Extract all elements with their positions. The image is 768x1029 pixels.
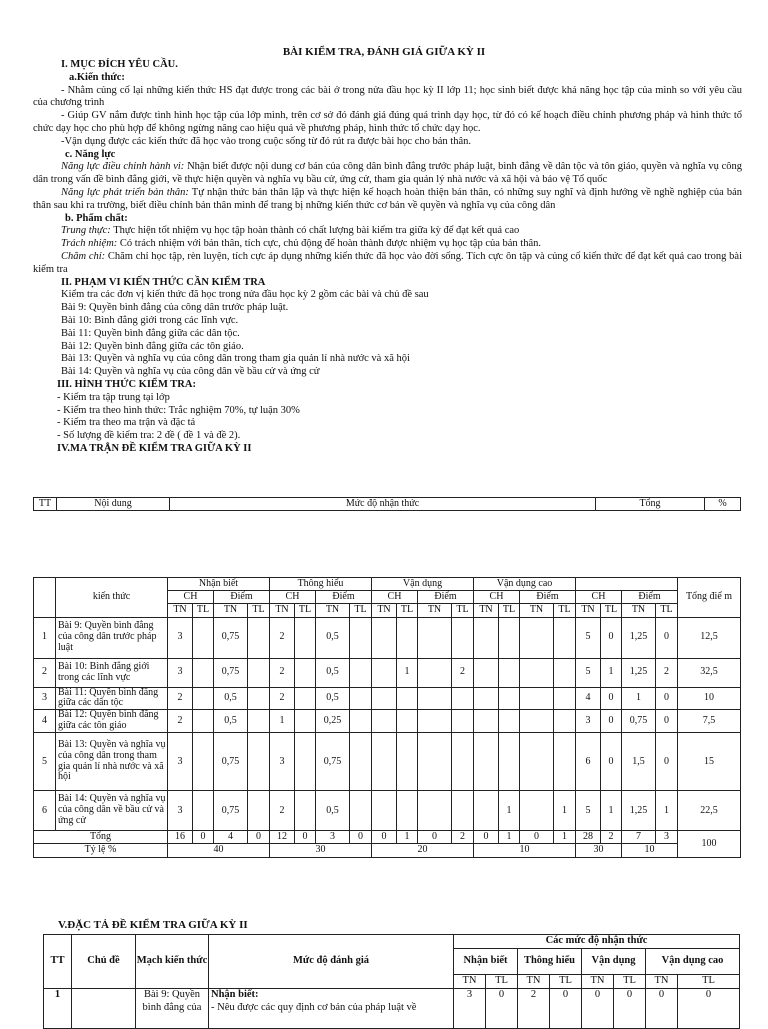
matrix-value-cell: 2 <box>168 687 193 710</box>
matrix-value-cell: 1 <box>499 791 520 831</box>
matrix-value-cell: 0 <box>601 710 622 733</box>
matrix-value-cell <box>193 710 214 733</box>
matrix-value-cell: 0 <box>656 617 678 658</box>
matrix-value-cell <box>520 687 554 710</box>
tl-subheader: TL <box>656 604 678 617</box>
matrix-value-cell: 1 <box>656 791 678 831</box>
spec-topic-cell <box>72 988 136 1028</box>
matrix-value-cell <box>350 733 372 791</box>
matrix-value-cell: 1 <box>270 710 295 733</box>
competence-paragraph <box>33 187 742 213</box>
matrix-value-cell: 2 <box>452 658 474 687</box>
row-total-percent: 22,5 <box>678 791 741 831</box>
matrix-value-cell <box>520 617 554 658</box>
matrix-value-cell <box>474 733 499 791</box>
tl-subheader: TL <box>397 604 418 617</box>
matrix-value-cell <box>350 791 372 831</box>
matrix-value-cell <box>418 710 452 733</box>
matrix-value-cell <box>499 733 520 791</box>
matrix-value-cell: 3 <box>168 617 193 658</box>
matrix-value-cell <box>474 791 499 831</box>
matrix-row <box>34 617 741 658</box>
total-value-cell: 28 <box>576 831 601 844</box>
matrix-value-cell: 0,75 <box>214 791 248 831</box>
row-number: 4 <box>34 710 56 733</box>
matrix-value-cell <box>418 617 452 658</box>
competence-paragraph <box>33 161 742 187</box>
quality-label: Trách nhiệm: <box>61 238 118 250</box>
score-subheader: Điểm <box>622 591 678 604</box>
matrix-row <box>34 733 741 791</box>
document-body <box>33 59 742 456</box>
matrix-corner-cell <box>34 578 56 618</box>
matrix-value-cell <box>372 710 397 733</box>
matrix-value-cell: 0 <box>656 687 678 710</box>
format-item: - Số lượng đề kiểm tra: 2 đề ( đề 1 và đề 2). <box>57 430 241 442</box>
spec-row-number: 1 <box>44 988 72 1028</box>
matrix-value-cell <box>397 733 418 791</box>
total-value-cell: 16 <box>168 831 193 844</box>
matrix-ratio-row <box>34 844 741 857</box>
header-cell: TT <box>34 498 57 511</box>
quality-heading: b. Phẩm chất: <box>65 212 128 224</box>
tn-subheader: TN <box>372 604 397 617</box>
quality-label: Chăm chỉ: <box>61 250 106 262</box>
count-subheader: CH <box>168 591 214 604</box>
matrix-value-cell: 0,5 <box>316 687 350 710</box>
header-cell: % <box>705 498 741 511</box>
header-cell: Tổng <box>596 498 705 511</box>
matrix-value-cell <box>295 710 316 733</box>
count-subheader: CH <box>270 591 316 604</box>
tl-subheader: TL <box>499 604 520 617</box>
matrix-row <box>34 687 741 710</box>
knowledge-paragraph: - Nhằm củng cố lại những kiến thức HS đạt được trong các bài ở trong nửa đầu học kỳ II lớp 11; học sinh biết được khả năng học tập của mình so với yêu cầu của chương trình <box>33 84 742 109</box>
ratio-value-cell: 40 <box>168 844 270 857</box>
ratio-value-cell: 20 <box>372 844 474 857</box>
matrix-value-cell: 2 <box>270 791 295 831</box>
count-subheader: CH <box>372 591 418 604</box>
matrix-total-row <box>34 831 741 844</box>
matrix-value-cell: 0,5 <box>316 617 350 658</box>
matrix-value-cell <box>350 617 372 658</box>
total-value-cell: 7 <box>622 831 656 844</box>
quality-paragraph <box>33 251 742 277</box>
matrix-value-cell: 2 <box>656 658 678 687</box>
spec-knowledge-cell: Bài 9: Quyền bình đẳng của <box>136 988 209 1028</box>
format-item: - Kiểm tra theo hình thức: Trắc nghiệm 70%, tự luận 30% <box>57 404 300 416</box>
matrix-value-cell: 0,5 <box>316 791 350 831</box>
tn-subheader: TN <box>418 604 452 617</box>
matrix-value-cell <box>474 687 499 710</box>
section-4-heading: IV.MA TRẬN ĐỀ KIỂM TRA GIỮA KỲ II <box>57 442 252 454</box>
topic-cell: Bài 13: Quyền và nghĩa vụ của công dân trong tham gia quản lí nhà nước và xã hội <box>56 733 168 791</box>
matrix-value-cell <box>554 733 576 791</box>
row-total-percent: 10 <box>678 687 741 710</box>
matrix-value-cell: 1 <box>601 658 622 687</box>
spec-value-cell: 2 <box>518 988 550 1028</box>
matrix-value-cell <box>499 687 520 710</box>
matrix-value-cell <box>452 733 474 791</box>
ratio-value-cell: 30 <box>576 844 622 857</box>
matrix-value-cell <box>554 658 576 687</box>
total-score-header: Tổng điể m <box>678 578 741 618</box>
quality-paragraph <box>33 238 742 251</box>
spec-value-cell: 0 <box>678 988 740 1028</box>
matrix-value-cell: 0 <box>601 733 622 791</box>
quality-text: Thực hiện tốt nhiệm vụ học tập hoàn thành có chất lượng bài kiểm tra giữa kỳ để đạt kết quả cao <box>110 225 520 237</box>
matrix-value-cell: 1 <box>397 658 418 687</box>
tn-subheader: TN <box>316 604 350 617</box>
matrix-value-cell <box>554 687 576 710</box>
spec-value-cell: 3 <box>454 988 486 1028</box>
knowledge-paragraph: - Giúp GV nắm được tình hình học tập của lớp mình, trên cơ sở đó đánh giá đúng quá trình dạy học, từ đó có kế hoạch điều chỉnh phương pháp và hình thức tổ chức dạy học cho phù hợp để không ngừng nâng cao hiệu quả về phương pháp, hình thức tổ chức dạy học. <box>33 110 742 134</box>
score-subheader: Điểm <box>214 591 270 604</box>
matrix-value-cell <box>295 733 316 791</box>
spec-criteria-header: Mức độ đánh giá <box>209 935 454 989</box>
matrix-value-cell <box>193 687 214 710</box>
matrix-value-cell <box>520 710 554 733</box>
total-value-cell: 0 <box>248 831 270 844</box>
matrix-value-cell: 3 <box>270 733 295 791</box>
total-value-cell: 0 <box>193 831 214 844</box>
matrix-value-cell <box>372 733 397 791</box>
total-value-cell: 0 <box>418 831 452 844</box>
matrix-value-cell: 0,5 <box>316 658 350 687</box>
quality-text: Chăm chỉ học tập, rèn luyện, tích cực áp dụng những kiến thức đã học vào đời sống. Tích cực ôn tập và củng cố kiến thức để đạt kết quả cao trong bài kiểm tra <box>33 250 742 275</box>
matrix-value-cell <box>350 687 372 710</box>
matrix-value-cell <box>372 687 397 710</box>
section-1-heading: I. MỤC ĐÍCH YÊU CẦU. <box>61 59 178 70</box>
matrix-value-cell: 0 <box>601 687 622 710</box>
total-value-cell: 0 <box>372 831 397 844</box>
row-total-percent: 12,5 <box>678 617 741 658</box>
matrix-value-cell <box>248 617 270 658</box>
matrix-value-cell: 0,5 <box>214 687 248 710</box>
count-subheader: CH <box>576 591 622 604</box>
matrix-value-cell <box>397 791 418 831</box>
matrix-value-cell <box>418 791 452 831</box>
matrix-value-cell: 0 <box>656 710 678 733</box>
spec-sub-header: TN <box>454 975 486 989</box>
total-value-cell: 3 <box>316 831 350 844</box>
matrix-value-cell: 5 <box>576 617 601 658</box>
header-cell: Mức độ nhận thức <box>170 498 596 511</box>
matrix-value-cell <box>372 791 397 831</box>
matrix-value-cell: 0 <box>656 733 678 791</box>
matrix-value-cell <box>193 733 214 791</box>
matrix-value-cell <box>372 658 397 687</box>
level-header: Vận dụng cao <box>474 578 576 591</box>
matrix-value-cell: 1 <box>622 687 656 710</box>
competence-heading: c. Năng lực <box>65 148 116 160</box>
total-value-cell: 0 <box>474 831 499 844</box>
matrix-value-cell <box>350 710 372 733</box>
spec-level-header: Thông hiểu <box>518 949 582 975</box>
count-subheader: CH <box>474 591 520 604</box>
matrix-value-cell <box>372 617 397 658</box>
matrix-value-cell <box>248 658 270 687</box>
matrix-value-cell <box>499 658 520 687</box>
competence-text: Nhận biết được nội dung cơ bản của công dân bình đẳng trước pháp luật, bình đẳng về dân tộc và tôn giáo, quyền và nghĩa vụ công dân trong vấn đề bình đẳng giới, về thực hiện quyền và nghĩa vụ bầu cử, ứng cử, tham gia quản lý nhà nước và xã hội và bảo vệ Tổ quốc <box>33 161 742 186</box>
spec-sub-header: TN <box>646 975 678 989</box>
matrix-value-cell: 1,25 <box>622 617 656 658</box>
matrix-value-cell: 1,5 <box>622 733 656 791</box>
spec-level-header: Vận dụng cao <box>646 949 740 975</box>
matrix-value-cell: 3 <box>168 733 193 791</box>
scope-intro: Kiểm tra các đơn vị kiến thức đã học trong nửa đầu học kỳ 2 gồm các bài và chủ đề sau <box>61 289 429 301</box>
matrix-row <box>34 658 741 687</box>
spec-sub-header: TL <box>678 975 740 989</box>
matrix-value-cell <box>499 617 520 658</box>
total-value-cell: 4 <box>214 831 248 844</box>
matrix-value-cell <box>554 710 576 733</box>
total-value-cell: 3 <box>656 831 678 844</box>
knowledge-paragraph: -Vận dụng được các kiến thức đã học vào trong cuộc sống từ đó rút ra được bài học cho bản thân. <box>61 135 471 147</box>
matrix-row <box>34 791 741 831</box>
matrix-value-cell <box>248 733 270 791</box>
matrix-value-cell <box>474 617 499 658</box>
matrix-value-cell: 0,75 <box>214 733 248 791</box>
matrix-value-cell <box>295 617 316 658</box>
section-2-heading: II. PHẠM VI KIẾN THỨC CẦN KIỂM TRA <box>61 276 266 288</box>
spec-criteria-label: Nhận biết: <box>211 988 259 1000</box>
level-header: Vận dụng <box>372 578 474 591</box>
matrix-value-cell <box>418 658 452 687</box>
matrix-value-cell <box>474 658 499 687</box>
matrix-value-cell <box>499 710 520 733</box>
spec-criteria-cell <box>209 988 454 1028</box>
quality-text: Có trách nhiệm với bản thân, tích cực, chủ động để hoàn thành được nhiệm vụ học tập của bản thân. <box>117 238 541 250</box>
spec-sub-header: TL <box>614 975 646 989</box>
spec-value-cell: 0 <box>614 988 646 1028</box>
topic-cell: Bài 12: Quyền bình đẳng giữa các tôn giáo <box>56 710 168 733</box>
matrix-value-cell <box>193 658 214 687</box>
spec-level-header: Nhận biết <box>454 949 518 975</box>
row-total-percent: 32,5 <box>678 658 741 687</box>
tl-subheader: TL <box>452 604 474 617</box>
tl-subheader: TL <box>248 604 270 617</box>
total-value-cell: 2 <box>452 831 474 844</box>
score-subheader: Điểm <box>520 591 576 604</box>
spec-sub-header: TN <box>582 975 614 989</box>
lesson-item: Bài 11: Quyền bình đẳng giữa các dân tộc. <box>61 327 240 339</box>
lesson-item: Bài 9: Quyền bình đẳng của công dân trước pháp luật. <box>61 302 289 314</box>
topic-cell: Bài 9: Quyền bình đẳng của công dân trước pháp luật <box>56 617 168 658</box>
lesson-item: Bài 13: Quyền và nghĩa vụ của công dân trong tham gia quản lí nhà nước và xã hội <box>61 353 410 365</box>
tl-subheader: TL <box>554 604 576 617</box>
matrix-value-cell <box>474 710 499 733</box>
matrix-value-cell: 0,75 <box>622 710 656 733</box>
matrix-value-cell <box>397 617 418 658</box>
matrix-value-cell <box>452 710 474 733</box>
tn-subheader: TN <box>214 604 248 617</box>
total-value-cell: 1 <box>554 831 576 844</box>
matrix-value-cell <box>520 658 554 687</box>
matrix-value-cell <box>418 733 452 791</box>
quality-paragraph <box>33 225 742 238</box>
document-title: BÀI KIỂM TRA, ĐÁNH GIÁ GIỮA KỲ II <box>282 46 486 58</box>
ratio-value-cell: 30 <box>270 844 372 857</box>
matrix-value-cell: 2 <box>270 617 295 658</box>
matrix-value-cell: 1,25 <box>622 791 656 831</box>
matrix-value-cell: 2 <box>270 687 295 710</box>
score-subheader: Điểm <box>316 591 372 604</box>
format-item: - Kiểm tra theo ma trận và đặc tả <box>57 417 196 429</box>
score-subheader: Điểm <box>418 591 474 604</box>
matrix-value-cell: 0,75 <box>214 617 248 658</box>
matrix-value-cell <box>520 791 554 831</box>
total-value-cell: 1 <box>397 831 418 844</box>
tn-subheader: TN <box>576 604 601 617</box>
matrix-value-cell: 1 <box>554 791 576 831</box>
competence-label: Năng lực điều chỉnh hành vi: <box>61 161 185 173</box>
matrix-value-cell <box>350 658 372 687</box>
row-total-percent: 15 <box>678 733 741 791</box>
matrix-value-cell: 2 <box>270 658 295 687</box>
matrix-value-cell <box>248 710 270 733</box>
spec-topic-header: Chủ đề <box>72 935 136 989</box>
matrix-value-cell <box>397 687 418 710</box>
matrix-value-cell <box>452 687 474 710</box>
matrix-value-cell <box>193 617 214 658</box>
matrix-value-cell <box>295 658 316 687</box>
competence-text: Tự nhận thức bản thân lập và thực hiện kế hoạch hoàn thiện bản thân, có những suy nghĩ và định hướng về nghề nghiệp của bản thân sau khi ra trường, biết điều chỉnh bản thân mình để trang bị những kiến thức cơ bản về quyền và nghĩa vụ của công dân <box>33 186 742 211</box>
matrix-value-cell: 3 <box>576 710 601 733</box>
format-item: - Kiểm tra tập trung tại lớp <box>57 391 170 403</box>
matrix-value-cell <box>248 791 270 831</box>
knowledge-heading: a.Kiến thức: <box>69 71 125 83</box>
quality-label: Trung thực: <box>61 225 111 237</box>
matrix-value-cell <box>418 687 452 710</box>
matrix-value-cell: 1,25 <box>622 658 656 687</box>
row-number: 2 <box>34 658 56 687</box>
matrix-value-cell <box>248 687 270 710</box>
total-value-cell: 0 <box>520 831 554 844</box>
tl-subheader: TL <box>193 604 214 617</box>
spec-criteria-text: - Nêu được các quy định cơ bản của pháp luật về <box>211 1001 417 1013</box>
ratio-value-cell: 10 <box>622 844 678 857</box>
row-number: 3 <box>34 687 56 710</box>
matrix-value-cell <box>295 791 316 831</box>
lesson-item: Bài 14: Quyền và nghĩa vụ của công dân về bầu cử và ứng cử <box>61 366 320 378</box>
matrix-value-cell: 5 <box>576 658 601 687</box>
tn-subheader: TN <box>474 604 499 617</box>
matrix-value-cell: 3 <box>168 658 193 687</box>
section-5-heading: V.ĐẶC TẢ ĐỀ KIỂM TRA GIỮA KỲ II <box>58 919 248 931</box>
spec-value-cell: 0 <box>646 988 678 1028</box>
competence-label: Năng lực phát triển bản thân: <box>61 186 189 198</box>
topic-cell: Bài 11: Quyền bình đẳng giữa các dân tộc <box>56 687 168 710</box>
spec-knowledge-header: Mạch kiến thức <box>136 935 209 989</box>
total-group-header <box>576 578 678 591</box>
total-value-cell: 2 <box>601 831 622 844</box>
matrix-value-cell: 0,75 <box>316 733 350 791</box>
matrix-value-cell: 1 <box>601 791 622 831</box>
matrix-value-cell <box>193 791 214 831</box>
matrix-value-cell <box>554 617 576 658</box>
matrix-value-cell: 0 <box>601 617 622 658</box>
matrix-value-cell: 6 <box>576 733 601 791</box>
spec-level-header: Vận dụng <box>582 949 646 975</box>
matrix-header-table <box>33 497 741 511</box>
spec-tt-header: TT <box>44 935 72 989</box>
spec-value-cell: 0 <box>486 988 518 1028</box>
specification-table <box>43 934 740 1029</box>
matrix-value-cell <box>452 617 474 658</box>
spec-value-cell: 0 <box>550 988 582 1028</box>
lesson-item: Bài 10: Bình đẳng giới trong các lĩnh vực. <box>61 314 239 326</box>
tn-subheader: TN <box>520 604 554 617</box>
section-3-heading: III. HÌNH THỨC KIỂM TRA: <box>57 378 196 390</box>
matrix-row <box>34 710 741 733</box>
cognitive-matrix-table <box>33 577 741 858</box>
matrix-value-cell: 5 <box>576 791 601 831</box>
spec-sub-header: TN <box>518 975 550 989</box>
matrix-value-cell: 0,75 <box>214 658 248 687</box>
matrix-value-cell: 3 <box>168 791 193 831</box>
total-value-cell: 1 <box>499 831 520 844</box>
tn-subheader: TN <box>270 604 295 617</box>
ratio-label: Tỷ lệ % <box>34 844 168 857</box>
matrix-value-cell: 0,25 <box>316 710 350 733</box>
row-number: 1 <box>34 617 56 658</box>
matrix-value-cell <box>520 733 554 791</box>
spec-levels-group: Các mức độ nhận thức <box>454 935 740 949</box>
row-number: 5 <box>34 733 56 791</box>
header-cell: Nội dung <box>57 498 170 511</box>
total-label: Tổng <box>34 831 168 844</box>
level-header: Thông hiểu <box>270 578 372 591</box>
total-value-cell: 0 <box>295 831 316 844</box>
matrix-value-cell <box>397 710 418 733</box>
tl-subheader: TL <box>295 604 316 617</box>
topic-cell: Bài 10: Bình đẳng giới trong các lĩnh vực <box>56 658 168 687</box>
level-header: Nhận biết <box>168 578 270 591</box>
lesson-item: Bài 12: Quyền bình đẳng giữa các tôn giáo. <box>61 340 244 352</box>
grand-total-cell: 100 <box>678 831 741 857</box>
matrix-value-cell <box>452 791 474 831</box>
matrix-topic-header: kiến thức <box>56 578 168 618</box>
spec-sub-header: TL <box>550 975 582 989</box>
tn-subheader: TN <box>168 604 193 617</box>
matrix-value-cell: 0,5 <box>214 710 248 733</box>
tn-subheader: TN <box>622 604 656 617</box>
total-value-cell: 12 <box>270 831 295 844</box>
ratio-value-cell: 10 <box>474 844 576 857</box>
tl-subheader: TL <box>350 604 372 617</box>
spec-sub-header: TL <box>486 975 518 989</box>
matrix-value-cell: 2 <box>168 710 193 733</box>
total-value-cell: 0 <box>350 831 372 844</box>
row-number: 6 <box>34 791 56 831</box>
row-total-percent: 7,5 <box>678 710 741 733</box>
matrix-value-cell: 4 <box>576 687 601 710</box>
tl-subheader: TL <box>601 604 622 617</box>
spec-value-cell: 0 <box>582 988 614 1028</box>
matrix-value-cell <box>295 687 316 710</box>
topic-cell: Bài 14: Quyền và nghĩa vụ của công dân về bầu cử và ứng cử <box>56 791 168 831</box>
